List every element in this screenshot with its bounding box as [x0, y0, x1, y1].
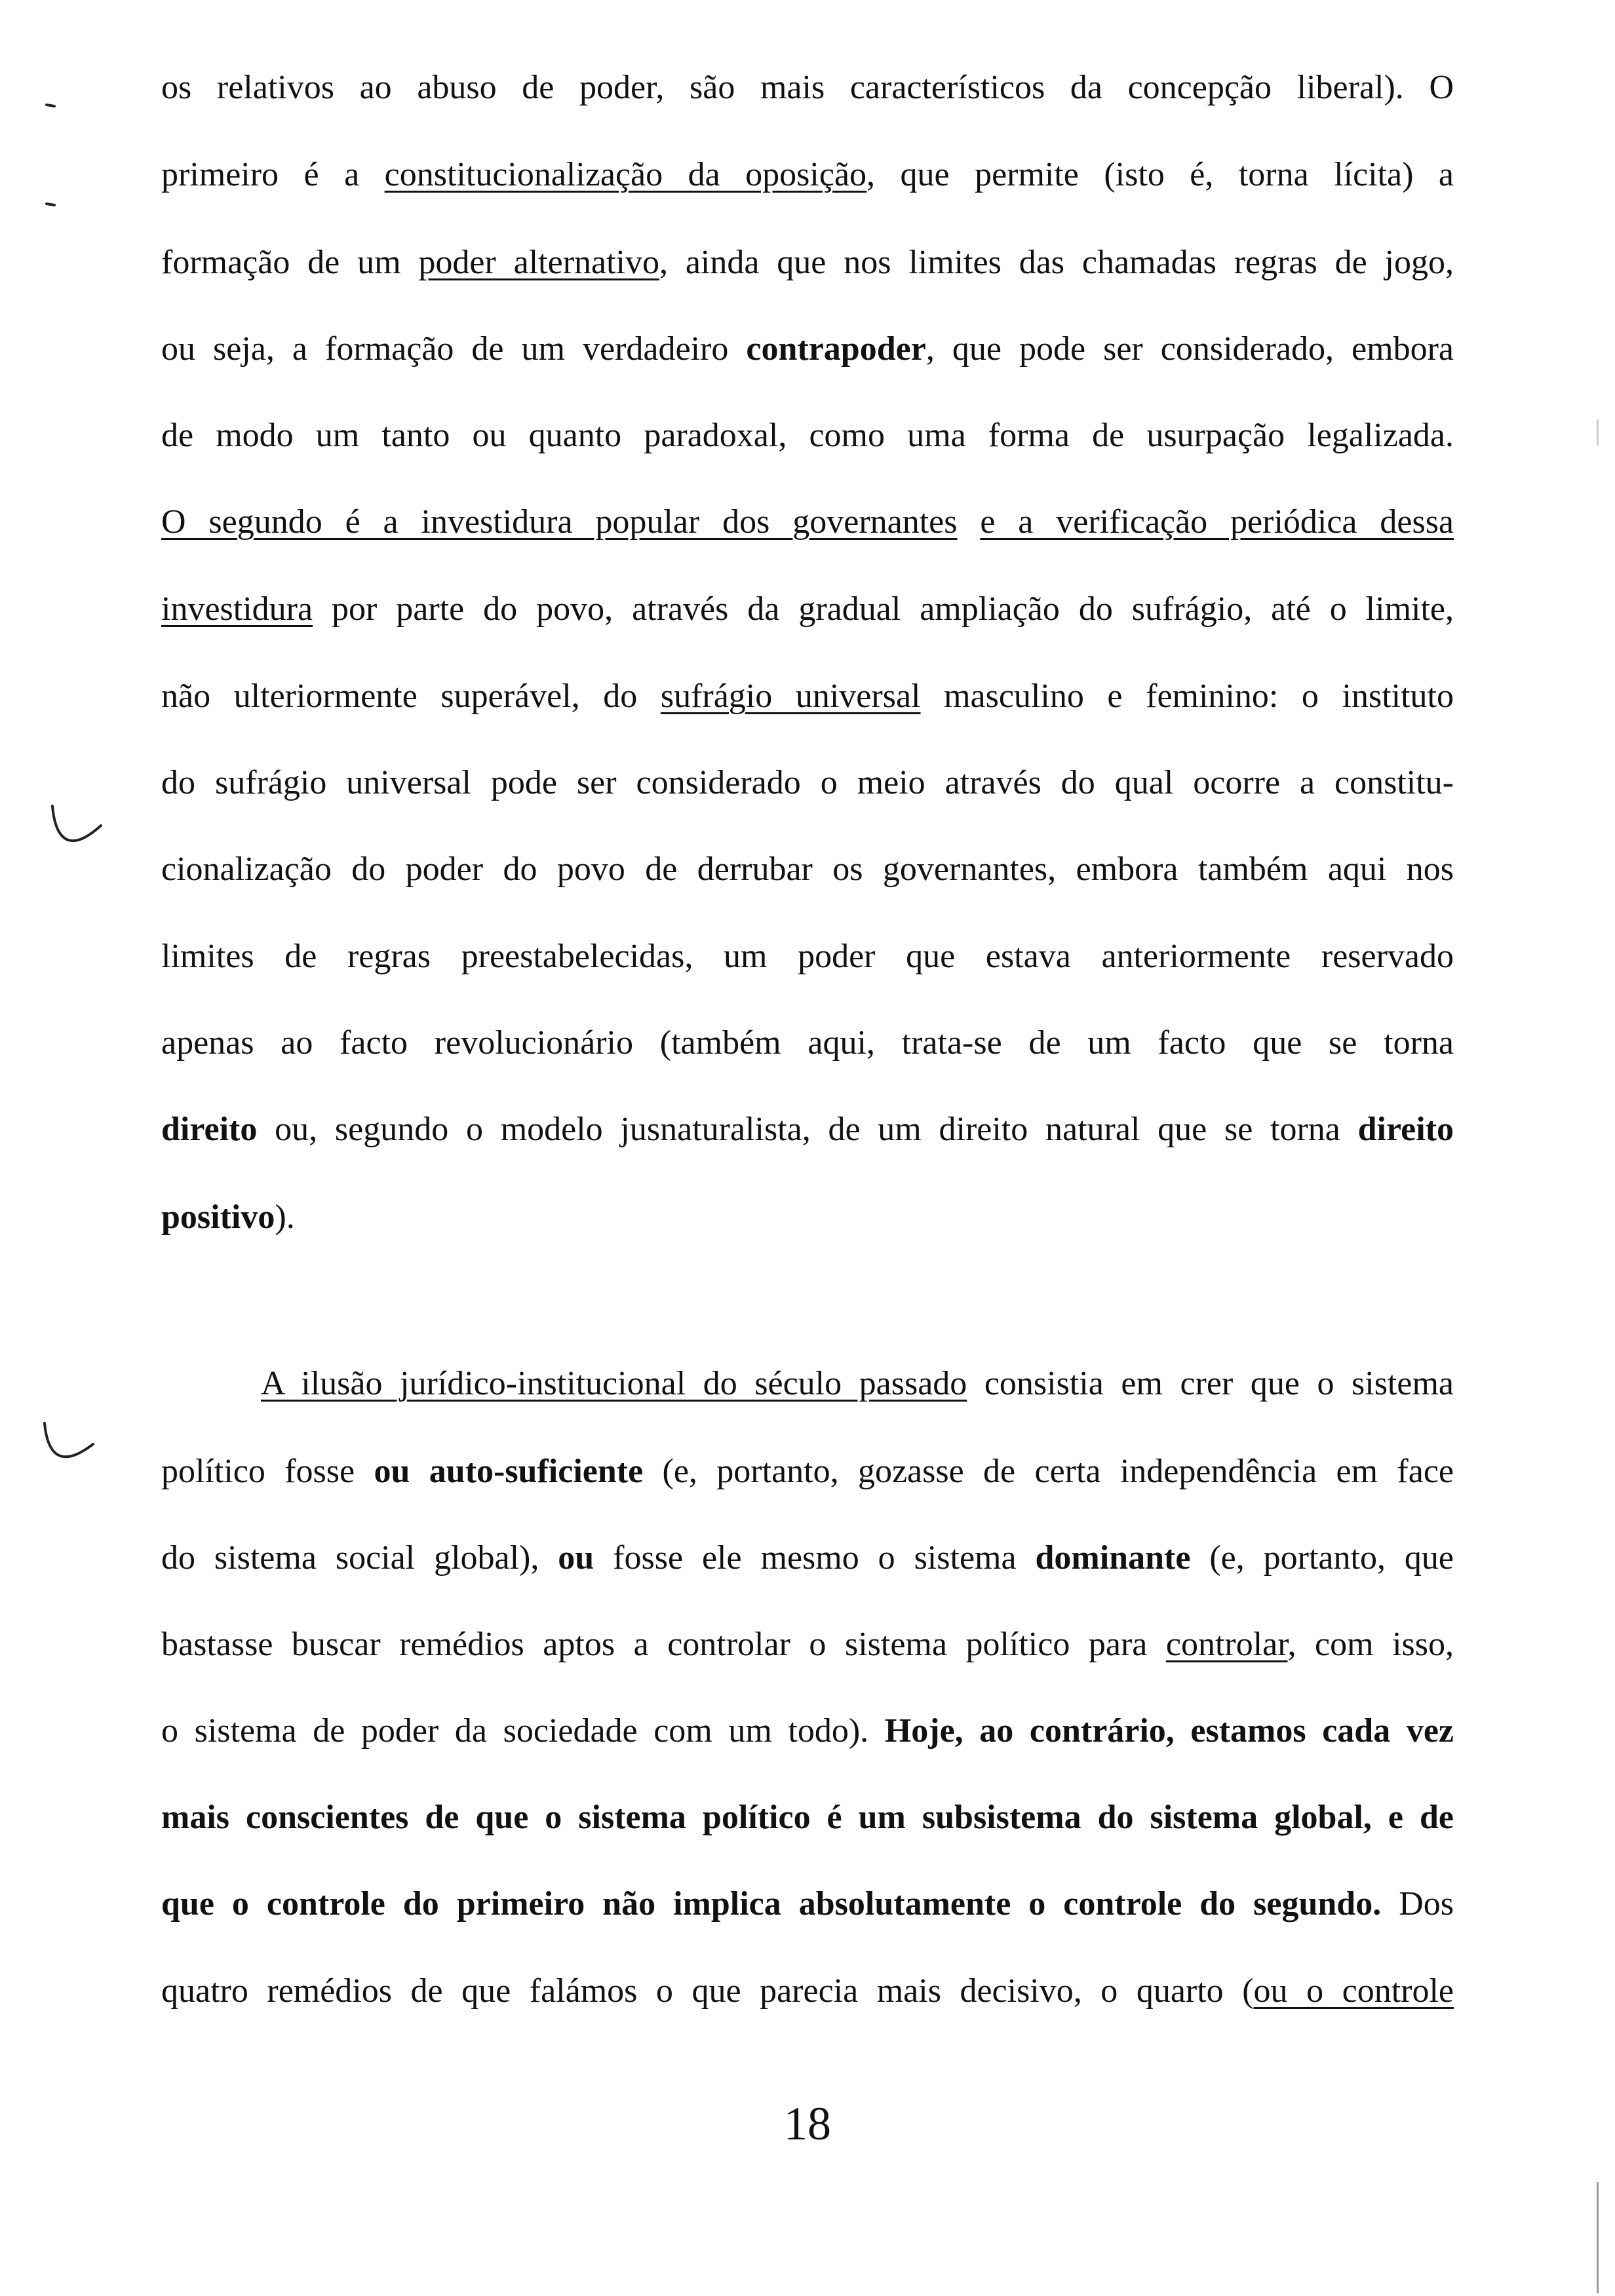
bold-text: positivo [161, 1198, 275, 1236]
text-line [161, 64, 1454, 111]
text-run: bastasse buscar remédios aptos a controlar o sistema político para [161, 1626, 1166, 1663]
text-run: Dos [1381, 1885, 1454, 1923]
bold-text: ou [558, 1539, 594, 1577]
text-line [161, 326, 1454, 373]
text-line [161, 1621, 1454, 1668]
text-line [161, 499, 1454, 546]
text-line [161, 1194, 1454, 1241]
text-run: de modo um tanto ou quanto paradoxal, como uma forma de usurpação legalizada. [161, 417, 1454, 454]
text-run: do sistema social global), [161, 1539, 558, 1577]
text-run: primeiro é a [161, 156, 385, 193]
bold-text: dominante [1035, 1539, 1191, 1577]
text-line [161, 586, 1454, 633]
text-run: do sufrágio universal pode ser considerado o meio através do qual ocorre a constitu- [161, 764, 1454, 801]
text-line [161, 412, 1454, 459]
underlined-text: ou o controle [1253, 1972, 1454, 2010]
text-run: , que permite (isto é, torna lícita) a [866, 156, 1454, 193]
underlined-text: investidura [161, 590, 313, 628]
check-mark [39, 1419, 98, 1465]
check-mark [47, 802, 106, 848]
text-run: cionalização do poder do povo de derrubar os governantes, embora também aqui nos [161, 851, 1454, 888]
scan-edge-artifact [1597, 419, 1599, 446]
text-run: limites de regras preestabelecidas, um poder que estava anteriormente reservado [161, 938, 1454, 975]
text-line [161, 1708, 1454, 1755]
text-run: , ainda que nos limites das chamadas regras de jogo, [659, 244, 1454, 281]
underlined-text: A ilusão jurídico-institucional do século passado [261, 1365, 967, 1402]
bold-text: direito [1357, 1111, 1454, 1148]
text-line [161, 239, 1454, 286]
text-run: consistia em crer que o sistema [967, 1365, 1454, 1402]
text-line [161, 933, 1454, 980]
bold-text: Hoje, ao contrário, estamos cada vez [884, 1712, 1454, 1750]
text-run: não ulteriormente superável, do [161, 678, 661, 715]
underlined-text: controlar [1165, 1626, 1288, 1663]
scan-edge-artifact [1597, 2182, 1599, 2293]
text-run: (e, portanto, gozasse de certa independência em face [643, 1453, 1454, 1490]
text-run: ). [275, 1198, 295, 1236]
text-run: masculino e feminino: o instituto [920, 678, 1454, 715]
text-run: (e, portanto, que [1190, 1539, 1454, 1577]
dash-mark [45, 98, 58, 111]
text-run: o sistema de poder da sociedade com um todo). [161, 1712, 885, 1750]
text-line [261, 1360, 1454, 1407]
text-run: , que pode ser considerado, embora [925, 330, 1454, 368]
text-line [161, 759, 1454, 807]
text-run: por parte do povo, através da gradual ampliação do sufrágio, até o limite, [313, 590, 1454, 628]
text-line [161, 1535, 1454, 1582]
bold-text: mais conscientes de que o sistema político é um subsistema do sistema global, e de [161, 1799, 1454, 1836]
text-line [161, 151, 1454, 199]
text-run: apenas ao facto revolucionário (também aqui, trata-se de um facto que se torna [161, 1024, 1454, 1062]
bold-text: que o controle do primeiro não implica absolutamente o controle do segundo. [161, 1885, 1382, 1923]
text-line [161, 846, 1454, 893]
text-run: político fosse [161, 1453, 374, 1490]
text-line [161, 1106, 1454, 1153]
underlined-text: sufrágio universal [660, 678, 921, 715]
text-run [957, 503, 980, 541]
text-line [161, 673, 1454, 720]
dash-mark [45, 197, 58, 210]
bold-text: ou auto-suficiente [374, 1453, 644, 1490]
page-number: 18 [784, 2097, 831, 2150]
bold-text: direito [161, 1111, 258, 1148]
text-run: ou seja, a formação de um verdadeiro [161, 330, 747, 368]
bold-text: contrapoder [746, 330, 926, 368]
text-run: formação de um [161, 244, 419, 281]
text-line [161, 1448, 1454, 1495]
text-line [161, 1794, 1454, 1841]
text-run: fosse ele mesmo o sistema [594, 1539, 1036, 1577]
text-run: os relativos ao abuso de poder, são mais característicos da concepção liberal). O [161, 69, 1454, 106]
underlined-text: constitucionalização da oposição [384, 156, 867, 193]
text-line [161, 1968, 1454, 2015]
text-line [161, 1881, 1454, 1928]
underlined-text: O segundo é a investidura popular dos governantes [161, 503, 958, 541]
underlined-text: e a verificação periódica dessa [980, 503, 1454, 541]
text-run: , com isso, [1287, 1626, 1454, 1663]
text-line [161, 1020, 1454, 1067]
text-run: quatro remédios de que falámos o que parecia mais decisivo, o quarto ( [161, 1972, 1254, 2010]
underlined-text: poder alternativo [418, 244, 659, 281]
text-run: ou, segundo o modelo jusnaturalista, de um direito natural que se torna [257, 1111, 1358, 1148]
